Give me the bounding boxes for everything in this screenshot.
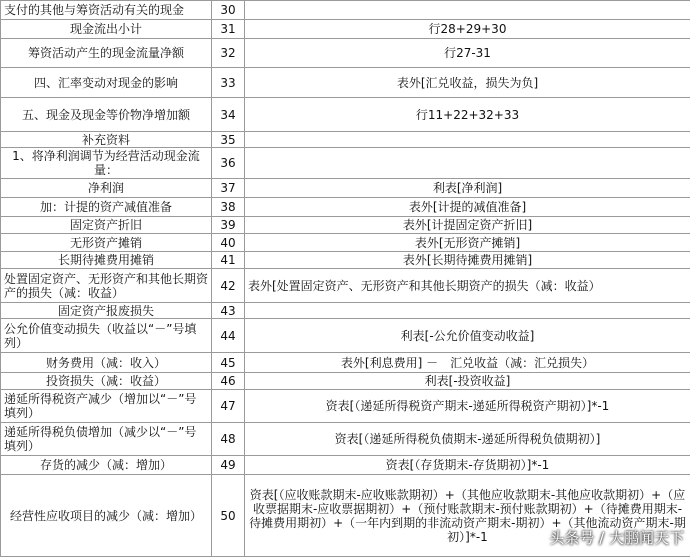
- table-row: [1, 1, 690, 20]
- table-row: [1, 68, 690, 98]
- row-formula: 资表[（应收账款期末-应收账款期初）+（其他应收款期末-其他应收款期初）+（应收票据期末-应收票据期初）+（预付账款期末-预付账款期初）+（待摊费用期末-待摊费用期初）+（一年内到期的非流动资产期末-期初）+（其他流动资产期末-期初）]*-1: [245, 475, 690, 557]
- row-formula: [245, 148, 690, 179]
- row-item: 补充资料: [1, 132, 212, 148]
- row-number: 40: [212, 234, 245, 252]
- row-item: 固定资产报废损失: [1, 303, 212, 319]
- table-row: [1, 198, 690, 217]
- row-formula: [245, 303, 690, 319]
- row-formula: [245, 1, 690, 20]
- row-item: 投资损失（减：收益）: [1, 373, 212, 390]
- table-row: [1, 456, 690, 475]
- table-row: [1, 20, 690, 39]
- row-item: 加：计提的资产减值准备: [1, 198, 212, 217]
- row-number: 46: [212, 373, 245, 390]
- row-number: 37: [212, 179, 245, 198]
- row-formula: [245, 132, 690, 148]
- row-item: 经营性应收项目的减少（减：增加）: [1, 475, 212, 557]
- row-number: 33: [212, 68, 245, 98]
- row-number: 50: [212, 475, 245, 557]
- row-item: 支付的其他与筹资活动有关的现金: [1, 1, 212, 20]
- row-formula: 利表[净利润]: [245, 179, 690, 198]
- row-item: 存货的减少（减：增加）: [1, 456, 212, 475]
- row-item: 现金流出小计: [1, 20, 212, 39]
- table-row: [1, 148, 690, 179]
- table-row: [1, 179, 690, 198]
- row-number: 49: [212, 456, 245, 475]
- row-formula: 表外[利息费用] － 汇兑收益（减：汇兑损失）: [245, 353, 690, 373]
- row-formula: 资表[（存货期末-存货期初）]*-1: [245, 456, 690, 475]
- table-row: [1, 39, 690, 68]
- row-item: 四、汇率变动对现金的影响: [1, 68, 212, 98]
- row-formula: 行28+29+30: [245, 20, 690, 39]
- table-row: [1, 373, 690, 390]
- table-row: [1, 252, 690, 269]
- table-row: [1, 390, 690, 423]
- row-item: 筹资活动产生的现金流量净额: [1, 39, 212, 68]
- row-number: 32: [212, 39, 245, 68]
- row-number: 38: [212, 198, 245, 217]
- row-item: 长期待摊费用摊销: [1, 252, 212, 269]
- row-formula: 资表[（递延所得税负债期末-递延所得税负债期初）]: [245, 423, 690, 456]
- row-number: 45: [212, 353, 245, 373]
- row-number: 30: [212, 1, 245, 20]
- watermark: 头条号 / 大鹏闻天下: [549, 527, 684, 548]
- row-item: 净利润: [1, 179, 212, 198]
- row-formula: 表外[计提固定资产折旧]: [245, 217, 690, 234]
- table-row: [1, 303, 690, 319]
- table-row: [1, 269, 690, 303]
- row-item: 固定资产折旧: [1, 217, 212, 234]
- row-number: 36: [212, 148, 245, 179]
- row-formula: 利表[-公允价值变动收益]: [245, 319, 690, 353]
- row-number: 34: [212, 98, 245, 132]
- table-row: [1, 353, 690, 373]
- row-number: 44: [212, 319, 245, 353]
- table-row: [1, 423, 690, 456]
- row-formula: 表外[长期待摊费用摊销]: [245, 252, 690, 269]
- row-formula: 表外[处置固定资产、无形资产和其他长期资产的损失（减：收益）: [245, 269, 690, 303]
- row-formula: 利表[-投资收益]: [245, 373, 690, 390]
- row-number: 35: [212, 132, 245, 148]
- row-formula: 行27-31: [245, 39, 690, 68]
- row-item: 递延所得税负债增加（减少以“－”号填列）: [1, 423, 212, 456]
- row-formula: 表外[无形资产摊销]: [245, 234, 690, 252]
- row-formula: 表外[计提的减值准备]: [245, 198, 690, 217]
- row-formula: 行11+22+32+33: [245, 98, 690, 132]
- table-row: [1, 98, 690, 132]
- row-item: 财务费用（减：收入）: [1, 353, 212, 373]
- row-item: 1、将净利润调节为经营活动现金流量：: [1, 148, 212, 179]
- table-row: [1, 234, 690, 252]
- row-item: 处置固定资产、无形资产和其他长期资产的损失（减：收益）: [1, 269, 212, 303]
- row-formula: 表外[汇兑收益，损失为负]: [245, 68, 690, 98]
- row-number: 39: [212, 217, 245, 234]
- row-number: 31: [212, 20, 245, 39]
- row-number: 48: [212, 423, 245, 456]
- row-item: 无形资产摊销: [1, 234, 212, 252]
- row-number: 47: [212, 390, 245, 423]
- table-row: [1, 217, 690, 234]
- row-formula: 资表[（递延所得税资产期末-递延所得税资产期初）]*-1: [245, 390, 690, 423]
- row-number: 42: [212, 269, 245, 303]
- row-item: 五、现金及现金等价物净增加额: [1, 98, 212, 132]
- table-row: [1, 319, 690, 353]
- row-number: 43: [212, 303, 245, 319]
- row-item: 公允价值变动损失（收益以“－”号填列）: [1, 319, 212, 353]
- table-row: [1, 132, 690, 148]
- row-number: 41: [212, 252, 245, 269]
- row-item: 递延所得税资产减少（增加以“－”号填列）: [1, 390, 212, 423]
